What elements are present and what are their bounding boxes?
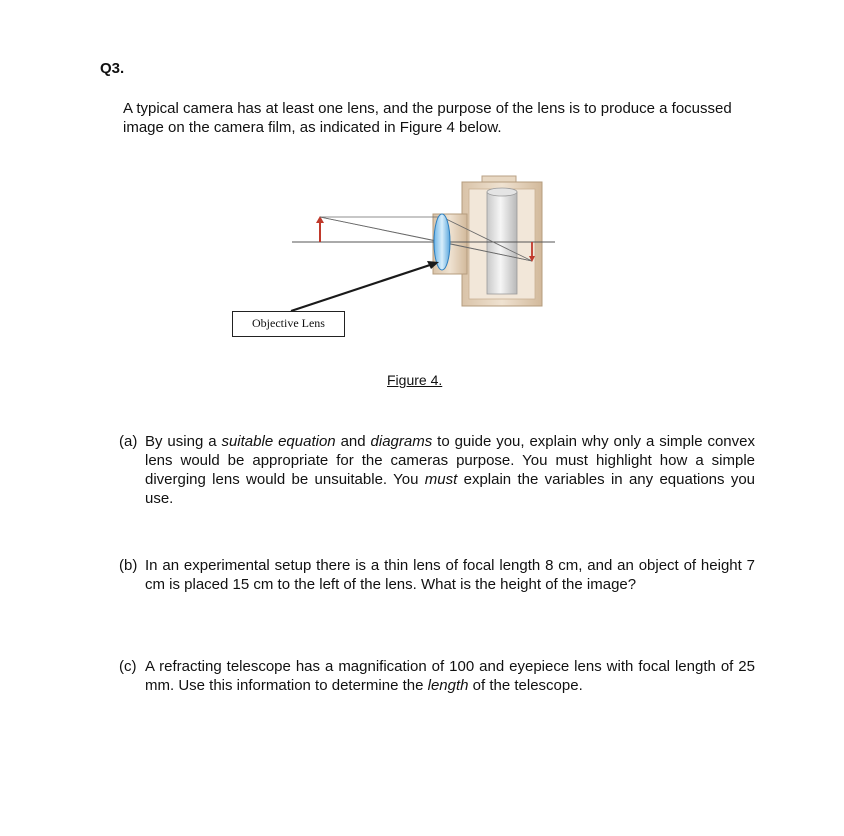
question-intro: A typical camera has at least one lens, and the purpose of the lens is to produce a focussed image on the camera film, as indicated in Figure 4 below. — [123, 100, 732, 136]
part-a — [119, 432, 755, 508]
part-c-text: A refracting telescope has a magnification of 100 and eyepiece lens with focal length of 25 mm. Use this information to determine the length of the telescope. — [145, 658, 755, 694]
pointer-arrow — [291, 261, 439, 311]
figure-caption: Figure 4. — [387, 372, 443, 388]
part-a-label: (a) — [119, 433, 138, 450]
part-b-label: (b) — [119, 557, 138, 574]
part-b-text: In an experimental setup there is a thin lens of focal length 8 cm, and an object of height 7 cm is placed 15 cm to the left of the lens. What is the height of the image? — [145, 557, 755, 593]
lens-shape — [434, 214, 450, 270]
question-number: Q3. — [100, 60, 125, 77]
part-b — [119, 556, 755, 594]
part-a-text: By using a suitable equation and diagrams to guide you, explain why only a simple convex lens would be appropriate for the cameras purpose. You must highlight how a simple diverging lens would be unsuitable. You must explain the variables in any equations you use. — [145, 433, 756, 507]
objective-lens-label: Objective Lens — [232, 311, 345, 337]
object-arrow — [316, 216, 324, 242]
part-c-label: (c) — [119, 658, 137, 675]
part-c — [119, 657, 755, 695]
